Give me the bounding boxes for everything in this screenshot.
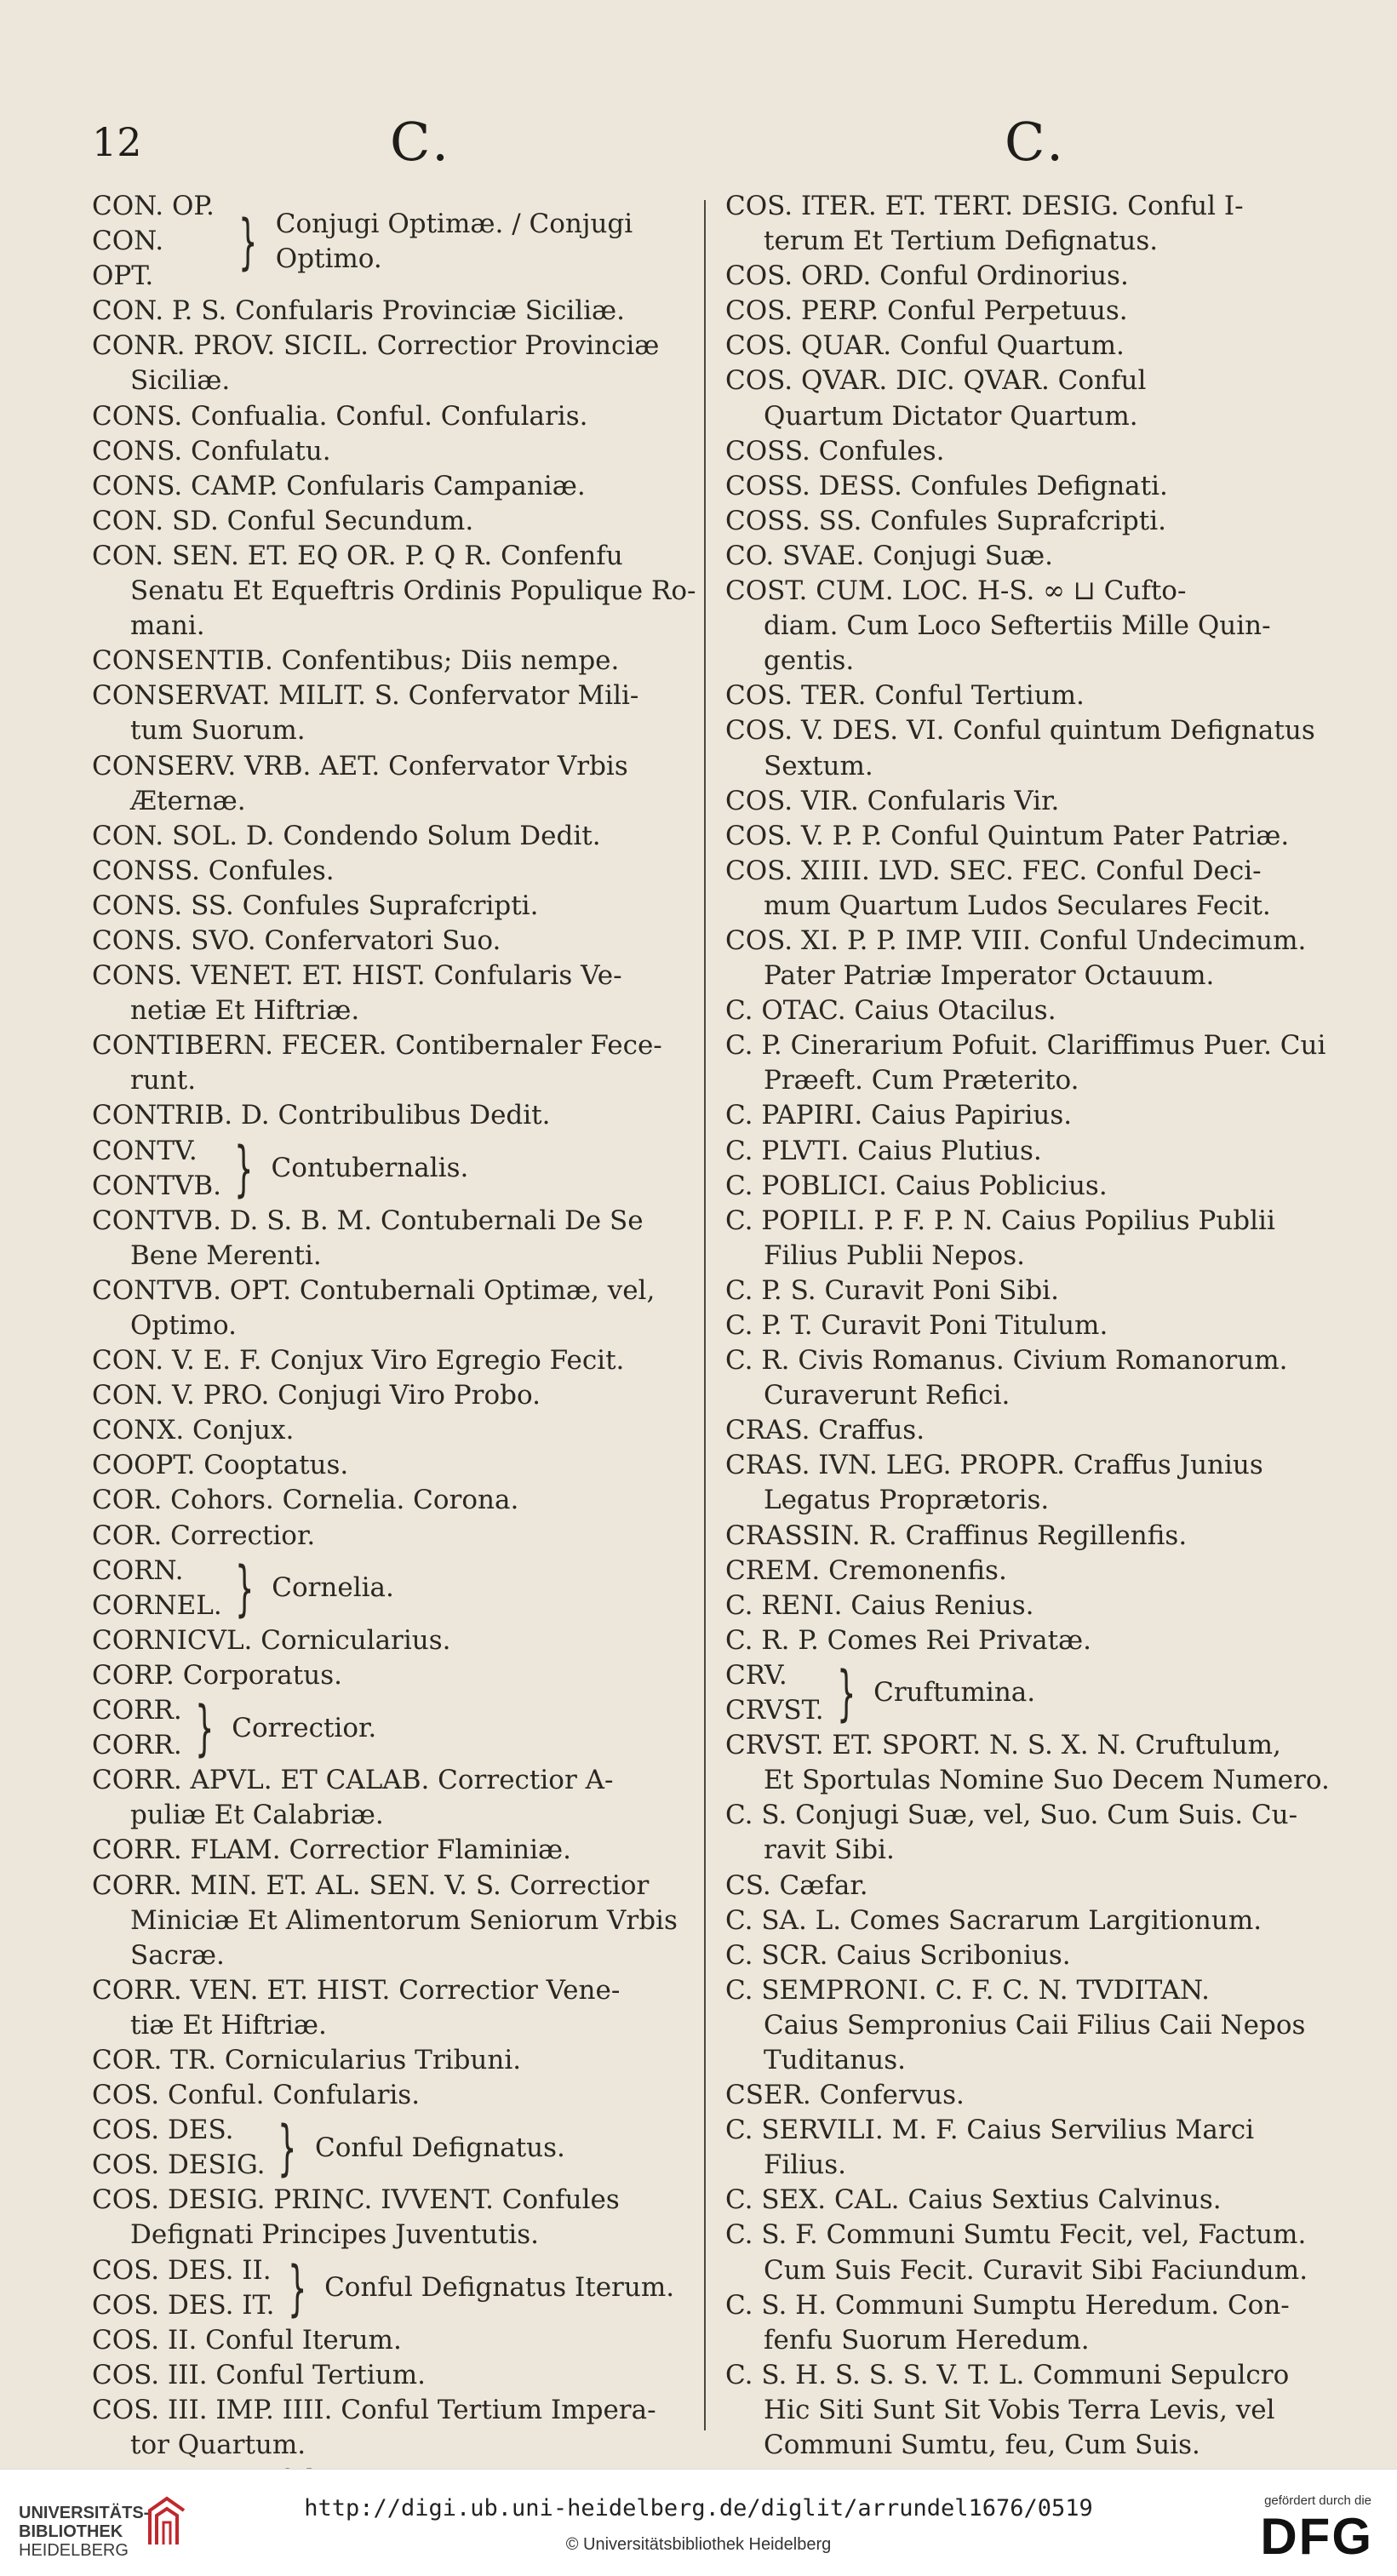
expansion: Conjugi Optimæ. / Conjugi Optimo. (275, 208, 633, 274)
entry-line: CONTVB. D. S. B. M. Contubernali De Se (92, 1205, 644, 1236)
abbreviation: CRV. (725, 1659, 787, 1691)
entry-line: COSS. SS. Confules Suprafcripti. (725, 505, 1166, 536)
abbreviation: CORN. (92, 1554, 184, 1586)
abbreviation-group (92, 2253, 722, 2323)
entry-line: COS. QVAR. DIC. QVAR. Conful (725, 365, 1147, 397)
entry-continuation: Filius. (764, 2150, 846, 2181)
entry-line: COS. TER. Conful Tertium. (725, 680, 1085, 712)
entry-continuation: Bene Merenti. (130, 1239, 322, 1271)
entry-line: CORNICVL. Cornicularius. (92, 1624, 451, 1656)
entry-continuation: fenfu Suorum Heredum. (764, 2324, 1090, 2356)
right-column-heading: C. (1005, 111, 1067, 173)
entry-line: COS. V. DES. VI. Conful quintum Defignatus (725, 715, 1315, 747)
abbreviation: CON. OPT. (92, 226, 164, 292)
entry-line: COS. ITER. ET. TERT. DESIG. Conful I- (725, 191, 1244, 221)
entry-line: COS. VIR. Confularis Vir. (725, 785, 1060, 816)
entry-line: COS. III. Conful Tertium. (92, 2359, 426, 2390)
abbreviation: COS. DES. II. (92, 2254, 272, 2286)
copyright-notice: © Universitätsbibliothek Heidelberg (565, 2535, 832, 2554)
entry-continuation: Communi Sumtu, feu, Cum Suis. (764, 2430, 1200, 2460)
entry-continuation: Legatus Proprætoris. (764, 1485, 1050, 1516)
abbreviation: COS. DES. (92, 2115, 234, 2146)
entry-line: COSS. DESS. Confules Defignati. (725, 470, 1168, 501)
abbreviation-group (725, 1658, 1338, 1728)
entry-continuation: Tuditanus. (764, 2044, 907, 2075)
abbreviation: CRVST. (725, 1695, 824, 1726)
entry-line: CONSERV. VRB. AET. Confervator Vrbis (92, 750, 628, 781)
expansion: Cruftumina. (873, 1677, 1036, 1709)
entry-continuation: Senatu Et Equeftris Ordinis Populique Ro- (130, 575, 696, 607)
entry-line: C. S. H. S. S. S. V. T. L. Communi Sepulcro (725, 2359, 1290, 2390)
entry-line: COS. III. IMP. IIII. Conful Tertium Impera- (92, 2394, 656, 2425)
abbreviation: COS. DESIG. (92, 2150, 266, 2181)
entry-line: CRASSIN. R. Craffinus Regillenfis. (725, 1520, 1188, 1551)
entry-line: CONX. Conjux. (92, 1415, 295, 1446)
entry-line: CORR. VEN. ET. HIST. Correctior Vene- (92, 1974, 621, 2006)
entry-continuation: netiæ Et Hiftriæ. (130, 995, 360, 1027)
entry-continuation: Miniciæ Et Alimentorum Seniorum Vrbis (130, 1904, 678, 1936)
entry-line: CON. P. S. Confularis Provinciæ Siciliæ. (92, 295, 626, 327)
brace-glyph: } (194, 1693, 215, 1764)
entry-line: C. R. Civis Romanus. Civium Romanorum. (725, 1345, 1288, 1377)
entry-line: C. PAPIRI. Caius Papirius. (725, 1100, 1073, 1131)
abbreviation: CONTV. (92, 1135, 198, 1166)
entry-line: COS. XIIII. LVD. SEC. FEC. Conful Deci- (725, 855, 1262, 886)
expansion: Contubernalis. (271, 1153, 469, 1184)
entry-line: CONSENTIB. Confentibus; Diis nempe. (92, 645, 620, 677)
abbreviation-group (92, 1554, 722, 1623)
entry-continuation: ravit Sibi. (764, 1835, 895, 1866)
entry-line: CONS. CAMP. Confularis Campaniæ. (92, 470, 586, 501)
abbreviation-group (92, 189, 722, 294)
right-column (725, 189, 1338, 2498)
entry-line: CON. V. E. F. Conjux Viro Egregio Fecit. (92, 1345, 625, 1377)
entry-line: COS. Conful. Confularis. (92, 2080, 421, 2111)
abbreviation: CON. OP. (92, 191, 215, 221)
entry-line: CORP. Corporatus. (92, 1659, 342, 1691)
entry-line: COS. QUAR. Conful Quartum. (725, 330, 1125, 362)
entry-continuation: diam. Cum Loco Seftertiis Mille Quin- (764, 610, 1271, 642)
entry-line: CORR. APVL. ET CALAB. Correctior A- (92, 1765, 614, 1796)
entry-continuation: runt. (130, 1065, 197, 1096)
entry-line: COS. XI. P. P. IMP. VIII. Conful Undecimum. (725, 924, 1307, 956)
entry-line: C. P. Cinerarium Pofuit. Clariffimus Puer. Cui (725, 1030, 1326, 1062)
library-name-line: UNIVERSITÄTS- (19, 2504, 150, 2522)
page-number: 12 (92, 119, 142, 165)
entry-line: CONR. PROV. SICIL. Correctior Provinciæ (92, 330, 660, 362)
entry-line: CONS. SVO. Confervatori Suo. (92, 924, 501, 956)
entry-continuation: Siciliæ. (130, 365, 231, 397)
brace-glyph: } (278, 2113, 297, 2184)
entry-line: COS. V. P. P. Conful Quintum Pater Patriæ. (725, 820, 1290, 851)
entry-continuation: Hic Siti Sunt Sit Vobis Terra Levis, vel (764, 2394, 1275, 2425)
entry-line: COR. Correctior. (92, 1520, 316, 1551)
entry-continuation: Sextum. (764, 750, 873, 781)
entry-line: CONSS. Confules. (92, 855, 335, 886)
expansion: Correctior. (232, 1712, 377, 1743)
abbreviation-variants (92, 189, 226, 294)
abbreviation-group (92, 1134, 722, 1204)
abbreviation: CORR. (92, 1730, 182, 1761)
library-name-line: HEIDELBERG (19, 2541, 129, 2560)
entry-line: C. SA. L. Comes Sacrarum Largitionum. (725, 1904, 1262, 1936)
entry-line: COR. TR. Cornicularius Tribuni. (92, 2044, 522, 2075)
viewer-footer (0, 2469, 1397, 2576)
entry-line: CONS. VENET. ET. HIST. Confularis Ve- (92, 960, 622, 992)
entry-continuation: mani. (130, 610, 205, 642)
entry-line: CON. SD. Conful Secundum. (92, 505, 474, 536)
entry-line: CONS. Confulatu. (92, 435, 331, 467)
entry-line: CONSERVAT. MILIT. S. Confervator Mili- (92, 680, 639, 712)
entry-continuation: Cum Suis Fecit. Curavit Sibi Faciundum. (764, 2254, 1308, 2286)
brace-glyph: } (287, 2253, 306, 2323)
entry-line: C. S. Conjugi Suæ, vel, Suo. Cum Suis. Cu- (725, 1800, 1298, 1831)
entry-line: COOPT. Cooptatus. (92, 1450, 349, 1481)
abbreviation: COS. DES. IT. (92, 2289, 275, 2321)
abbreviation: CORNEL. (92, 1589, 222, 1621)
abbreviation-variants (725, 1658, 824, 1728)
entry-line: C. R. P. Comes Rei Privatæ. (725, 1624, 1092, 1656)
entry-line: C. POPILI. P. F. P. N. Caius Popilius Publii (725, 1205, 1275, 1236)
dfg-logo[interactable]: DFG (1260, 2508, 1373, 2565)
entry-line: COS. ORD. Conful Ordinorius. (725, 260, 1129, 292)
entry-line: C. SEMPRONI. C. F. C. N. TVDITAN. (725, 1974, 1211, 2006)
abbreviation-group (92, 1693, 722, 1763)
entry-continuation: Quartum Dictator Quartum. (764, 400, 1138, 432)
abbreviation-group (92, 2113, 722, 2183)
entry-continuation: Defignati Principes Juventutis. (130, 2219, 539, 2251)
entry-continuation: puliæ Et Calabriæ. (130, 1800, 384, 1831)
entry-line: CORR. MIN. ET. AL. SEN. V. S. Correctior (92, 1869, 650, 1901)
entry-continuation: mum Quartum Ludos Seculares Fecit. (764, 890, 1271, 921)
entry-line: COS. DESIG. PRINC. IVVENT. Confules (92, 2184, 620, 2216)
entry-continuation: Æternæ. (130, 785, 246, 816)
brace-glyph: } (238, 206, 258, 277)
entry-line: C. S. F. Communi Sumtu Fecit, vel, Factum. (725, 2219, 1307, 2251)
entry-line: C. PLVTI. Caius Plutius. (725, 1135, 1042, 1166)
entry-continuation: Pater Patriæ Imperator Octauum. (764, 960, 1215, 992)
entry-line: C. POBLICI. Caius Poblicius. (725, 1170, 1108, 1201)
entry-line: C. SCR. Caius Scribonius. (725, 1939, 1071, 1971)
entry-continuation: tiæ Et Hiftriæ. (130, 2009, 327, 2041)
entry-line: C. P. T. Curavit Poni Titulum. (725, 1310, 1108, 1341)
entry-line: CON. V. PRO. Conjugi Viro Probo. (92, 1380, 541, 1411)
funding-note: gefördert durch die (1264, 2493, 1371, 2508)
entry-line: CONTIBERN. FECER. Contibernaler Fece- (92, 1030, 662, 1062)
abbreviation-variants (92, 1554, 222, 1623)
entry-line: COSS. Confules. (725, 435, 945, 467)
entry-continuation: Optimo. (130, 1310, 237, 1341)
entry-line: CS. Cæfar. (725, 1869, 868, 1901)
abbreviation: CORR. (92, 1695, 182, 1726)
entry-line: C. SEX. CAL. Caius Sextius Calvinus. (725, 2184, 1222, 2216)
permalink-url[interactable]: http://digi.ub.uni-heidelberg.de/diglit/arrundel1676/0519 (304, 2495, 1093, 2522)
entry-line: C. RENI. Caius Renius. (725, 1589, 1034, 1621)
entry-continuation: terum Et Tertium Defignatus. (764, 226, 1159, 257)
entry-line: CORR. FLAM. Correctior Flaminiæ. (92, 1835, 571, 1866)
entry-line: C. OTAC. Caius Otacilus. (725, 995, 1056, 1027)
entry-line: C. SERVILI. M. F. Caius Servilius Marci (725, 2115, 1254, 2146)
entry-line: COS. PERP. Conful Perpetuus. (725, 295, 1128, 327)
entry-continuation: Præeft. Cum Præterito. (764, 1065, 1079, 1096)
brace-glyph: } (234, 1133, 254, 1204)
entry-continuation: Caius Sempronius Caii Filius Caii Nepos (764, 2009, 1306, 2041)
entry-line: CONTRIB. D. Contribulibus Dedit. (92, 1100, 551, 1131)
entry-line: CONS. SS. Confules Suprafcripti. (92, 890, 539, 921)
abbreviation-variants (92, 2113, 265, 2183)
expansion: Conful Defignatus. (315, 2132, 565, 2163)
entry-continuation: Sacræ. (130, 1939, 225, 1971)
entry-line: COST. CUM. LOC. H-S. ∞ ⊔ Cufto- (725, 575, 1187, 607)
entry-line: COR. Cohors. Cornelia. Corona. (92, 1485, 519, 1516)
entry-line: CON. SOL. D. Condendo Solum Dedit. (92, 820, 601, 851)
left-column (92, 189, 722, 2498)
entry-continuation: Curaverunt Refici. (764, 1380, 1011, 1411)
entry-line: CSER. Confervus. (725, 2080, 965, 2111)
abbreviation-variants (92, 2253, 275, 2323)
entry-line: CRVST. ET. SPORT. N. S. X. N. Cruftulum, (725, 1730, 1281, 1761)
abbreviation: CONTVB. (92, 1170, 221, 1201)
entry-continuation: Et Sportulas Nomine Suo Decem Numero. (764, 1765, 1330, 1796)
expansion: Cornelia. (272, 1572, 394, 1604)
left-column-heading: C. (390, 111, 452, 173)
abbreviation-variants (92, 1693, 182, 1763)
abbreviation-variants (92, 1134, 221, 1204)
library-name-line: BIBLIOTHEK (19, 2522, 123, 2541)
brace-glyph: } (234, 1553, 255, 1623)
entry-line: CO. SVAE. Conjugi Suæ. (725, 540, 1054, 571)
expansion: Conful Defignatus Iterum. (324, 2272, 675, 2304)
entry-line: CRAS. Craffus. (725, 1415, 925, 1446)
entry-line: CONS. Confualia. Conful. Confularis. (92, 400, 588, 432)
entry-continuation: gentis. (764, 645, 855, 677)
entry-line: CON. SEN. ET. EQ OR. P. Q R. Confenfu (92, 540, 623, 571)
entry-continuation: tor Quartum. (130, 2430, 306, 2460)
entry-line: CONTVB. OPT. Contubernali Optimæ, vel, (92, 1274, 656, 1306)
entry-continuation: Filius Publii Nepos. (764, 1239, 1025, 1271)
entry-line: CRAS. IVN. LEG. PROPR. Craffus Junius (725, 1450, 1263, 1481)
entry-line: COS. II. Conful Iterum. (92, 2324, 402, 2356)
brace-glyph: } (836, 1658, 856, 1729)
entry-line: CREM. Cremonenfis. (725, 1554, 1007, 1586)
entry-line: C. S. H. Communi Sumptu Heredum. Con- (725, 2289, 1290, 2321)
entry-continuation: tum Suorum. (130, 715, 306, 747)
entry-line: C. P. S. Curavit Poni Sibi. (725, 1274, 1059, 1306)
